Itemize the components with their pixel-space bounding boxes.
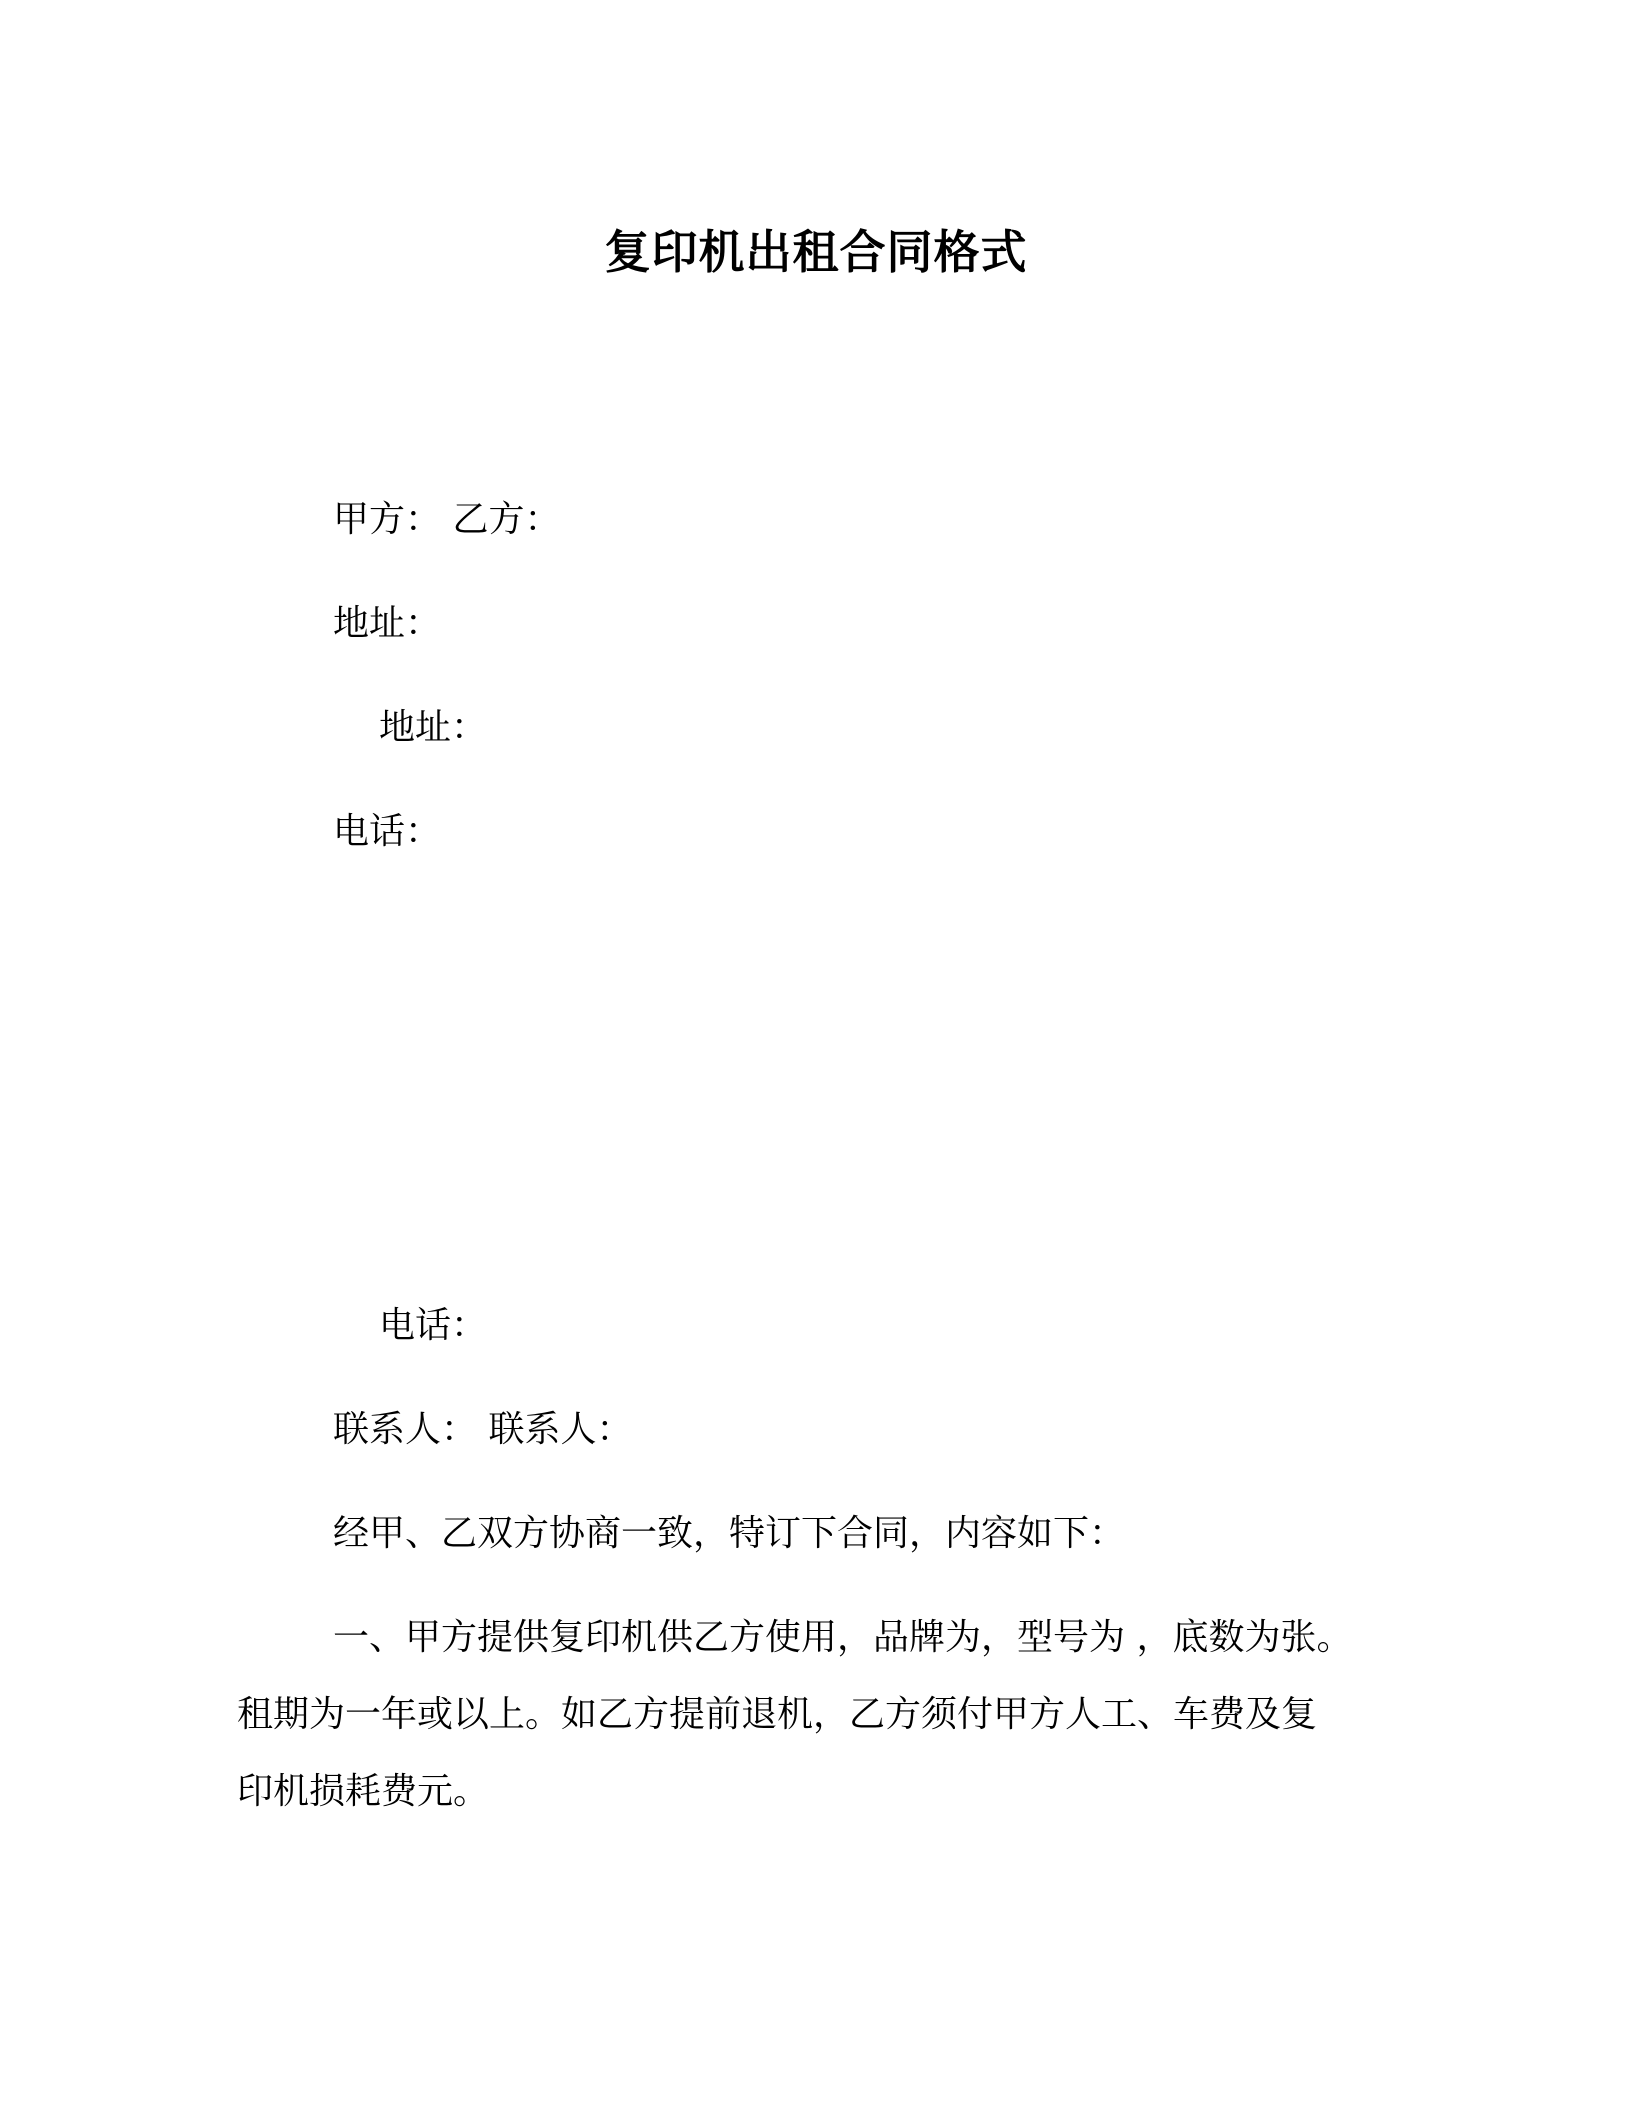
contacts-line: 联系人： 联系人： <box>333 1409 633 1450</box>
clause-1-line-1: 一、甲方提供复印机供乙方使用，品牌为，型号为 ，底数为张。 <box>333 1617 1353 1658</box>
clause-1-line-3: 印机损耗费元。 <box>237 1771 490 1812</box>
party-b-address: 地址： <box>379 707 488 748</box>
clause-1-line-2: 租期为一年或以上。如乙方提前退机，乙方须付甲方人工、车费及复 <box>237 1694 1318 1735</box>
intro-paragraph: 经甲、乙双方协商一致，特订下合同，内容如下： <box>333 1513 1126 1554</box>
document-title: 复印机出租合同格式 <box>604 225 1028 279</box>
parties-line: 甲方： 乙方： <box>333 499 561 540</box>
party-a-phone: 电话： <box>333 811 442 852</box>
party-a-address: 地址： <box>333 603 442 644</box>
party-b-phone: 电话： <box>379 1305 488 1346</box>
